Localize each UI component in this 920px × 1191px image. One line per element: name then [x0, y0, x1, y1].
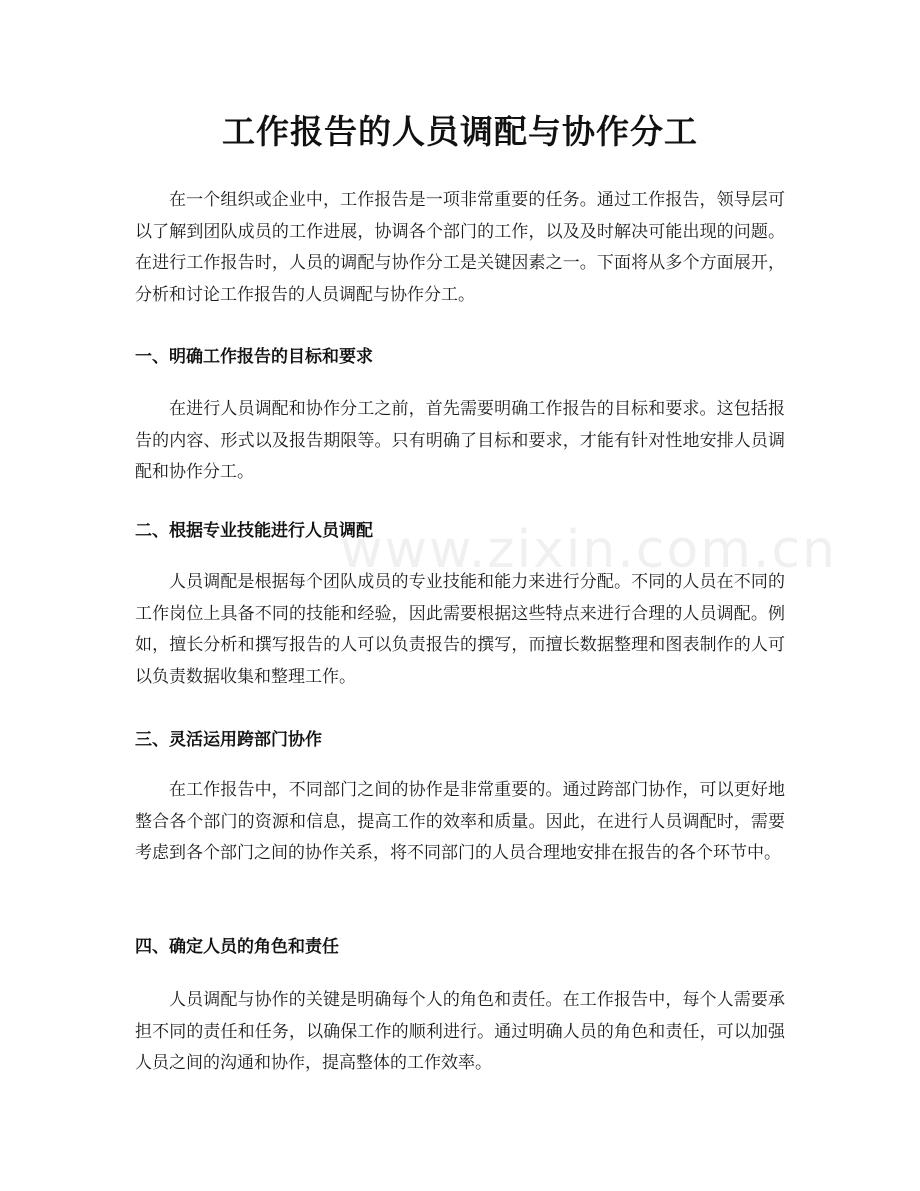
section-4-paragraph: 人员调配与协作的关键是明确每个人的角色和责任。在工作报告中，每个人需要承担不同的责任和任务，以确保工作的顺利进行。通过明确人员的角色和责任，可以加强人员之间的沟通和协作，提高整体的工作效率。	[135, 990, 785, 1073]
section-2-heading: 二、根据专业技能进行人员调配	[135, 521, 373, 541]
document-title: 工作报告的人员调配与协作分工	[222, 112, 698, 151]
intro-paragraph: 在一个组织或企业中，工作报告是一项非常重要的任务。通过工作报告，领导层可以了解到团队成员的工作进展，协调各个部门的工作，以及及时解决可能出现的问题。在进行工作报告时，人员的调配与协作分工是关键因素之一。下面将从多个方面展开，分析和讨论工作报告的人员调配与协作分工。	[135, 190, 785, 305]
watermark: www.zixin.com.cn	[340, 520, 837, 580]
section-3-heading: 三、灵活运用跨部门协作	[135, 730, 322, 750]
section-1-heading: 一、明确工作报告的目标和要求	[135, 347, 373, 367]
section-4-heading: 四、确定人员的角色和责任	[135, 937, 339, 957]
section-1-paragraph: 在进行人员调配和协作分工之前，首先需要明确工作报告的目标和要求。这包括报告的内容、形式以及报告期限等。只有明确了目标和要求，才能有针对性地安排人员调配和协作分工。	[135, 399, 785, 482]
section-3-paragraph: 在工作报告中，不同部门之间的协作是非常重要的。通过跨部门协作，可以更好地整合各个部门的资源和信息，提高工作的效率和质量。因此，在进行人员调配时，需要考虑到各个部门之间的协作关系，将不同部门的人员合理地安排在报告的各个环节中。	[135, 780, 785, 863]
section-2-paragraph: 人员调配是根据每个团队成员的专业技能和能力来进行分配。不同的人员在不同的工作岗位上具备不同的技能和经验，因此需要根据这些特点来进行合理的人员调配。例如，擅长分析和撰写报告的人可以负责报告的撰写，而擅长数据整理和图表制作的人可以负责数据收集和整理工作。	[135, 572, 785, 687]
